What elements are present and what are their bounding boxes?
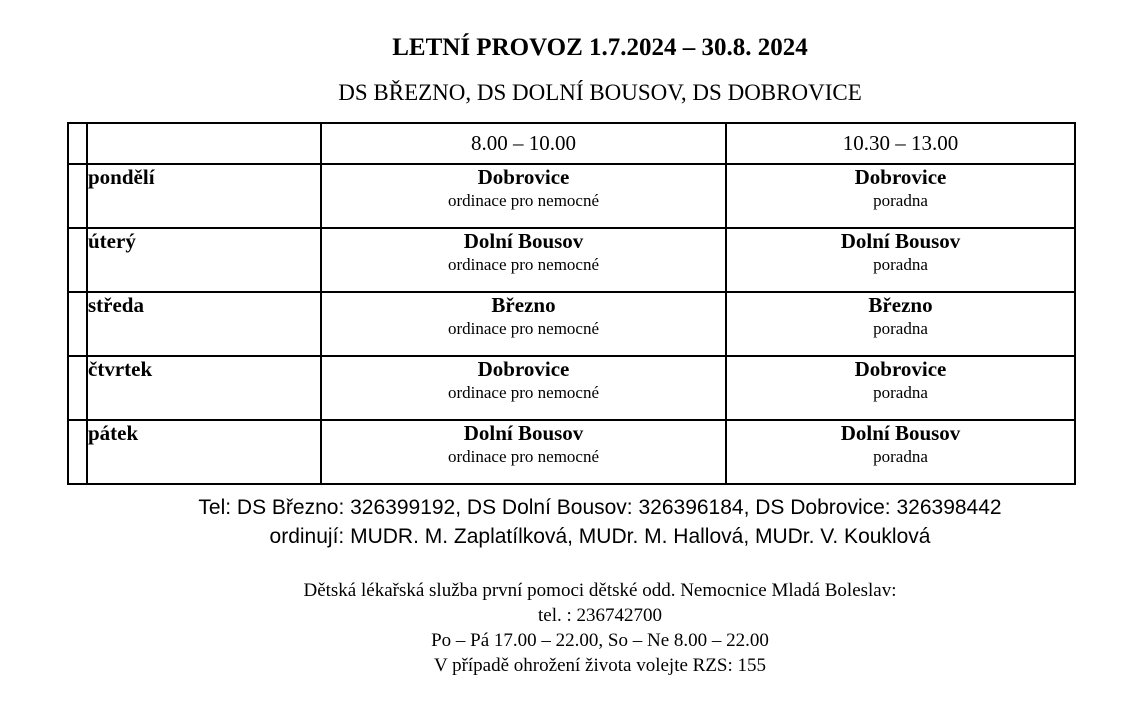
- slot-place: Dolní Bousov: [840, 229, 961, 253]
- emergency-hours: Po – Pá 17.00 – 22.00, So – Ne 8.00 – 22.00: [431, 630, 769, 651]
- slot-kind: ordinace pro nemocné: [447, 447, 600, 466]
- page-subtitle: DS BŘEZNO, DS DOLNÍ BOUSOV, DS DOBROVICE: [338, 80, 862, 105]
- day-label: středa: [87, 292, 321, 356]
- table-row: [68, 164, 1075, 228]
- day-label: pondělí: [87, 164, 321, 228]
- emergency-phone: tel. : 236742700: [537, 605, 663, 626]
- day-label: pátek: [87, 420, 321, 484]
- emergency-service-line: Dětská lékařská služba první pomoci dětské odd. Nemocnice Mladá Boleslav:: [303, 580, 897, 601]
- slot-cell: [321, 420, 726, 484]
- contact-phones: Tel: DS Březno: 326399192, DS Dolní Bousov: 326396184, DS Dobrovice: 326398442: [198, 496, 1002, 519]
- doctors-list: ordinují: MUDR. M. Zaplatílková, MUDr. M. Hallová, MUDr. V. Kouklová: [269, 525, 931, 548]
- slot-kind: poradna: [873, 447, 928, 466]
- table-row: [68, 420, 1075, 484]
- blank-cell: [68, 164, 87, 228]
- slot-place: Dobrovice: [477, 165, 570, 189]
- slot-place: Dobrovice: [854, 165, 947, 189]
- slot-kind: poradna: [873, 255, 928, 274]
- blank-cell: [68, 356, 87, 420]
- blank-cell: [68, 123, 87, 164]
- slot-kind: poradna: [873, 319, 928, 338]
- slot-place: Dolní Bousov: [840, 421, 961, 445]
- blank-cell: [68, 420, 87, 484]
- slot-kind: poradna: [873, 191, 928, 210]
- slot-cell: [726, 228, 1075, 292]
- slot-kind: poradna: [873, 383, 928, 402]
- schedule-table: [67, 122, 1076, 485]
- slot-cell: [321, 164, 726, 228]
- slot-cell: [726, 420, 1075, 484]
- slot-cell: [321, 228, 726, 292]
- slot-kind: ordinace pro nemocné: [447, 191, 600, 210]
- slot-place: Březno: [491, 293, 556, 317]
- slot-cell: [321, 292, 726, 356]
- slot-cell: [726, 292, 1075, 356]
- blank-cell: [68, 228, 87, 292]
- table-row: [68, 356, 1075, 420]
- slot-place: Dolní Bousov: [463, 421, 584, 445]
- slot-header-late-morning: 10.30 – 13.00: [726, 123, 1075, 164]
- blank-cell: [68, 292, 87, 356]
- slot-cell: [321, 356, 726, 420]
- slot-place: Dobrovice: [477, 357, 570, 381]
- slot-kind: ordinace pro nemocné: [447, 319, 600, 338]
- slot-cell: [726, 164, 1075, 228]
- day-header-cell: [87, 123, 321, 164]
- slot-kind: ordinace pro nemocné: [447, 383, 600, 402]
- slot-kind: ordinace pro nemocné: [447, 255, 600, 274]
- emergency-rzs: V případě ohrožení života volejte RZS: 155: [433, 655, 767, 676]
- slot-header-morning: 8.00 – 10.00: [321, 123, 726, 164]
- slot-place: Dolní Bousov: [463, 229, 584, 253]
- emergency-info: [0, 578, 1147, 678]
- day-label: úterý: [87, 228, 321, 292]
- slot-place: Dobrovice: [854, 357, 947, 381]
- page-title: LETNÍ PROVOZ 1.7.2024 – 30.8. 2024: [392, 34, 808, 61]
- day-label: čtvrtek: [87, 356, 321, 420]
- table-header-row: [68, 123, 1075, 164]
- slot-cell: [726, 356, 1075, 420]
- slot-place: Březno: [868, 293, 933, 317]
- table-row: [68, 292, 1075, 356]
- table-row: [68, 228, 1075, 292]
